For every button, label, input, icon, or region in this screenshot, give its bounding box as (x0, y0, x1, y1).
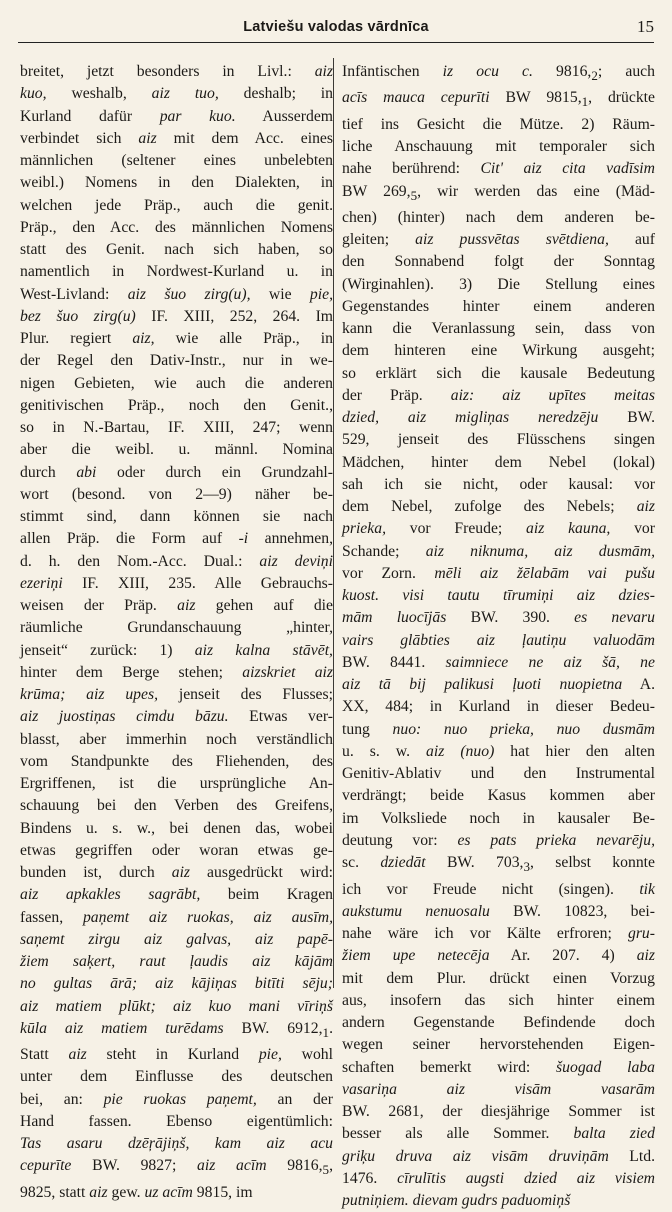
text-line: blasst, aber immerhin noch verständlich (20, 730, 333, 748)
text-line: weisen der Präp. aiz gehen auf die (20, 597, 333, 614)
text-line: chen) (hinter) nach dem anderen be- (342, 208, 655, 226)
text-line: Ergriffenen, ist die ursprüngliche An- (20, 775, 333, 792)
text-line: so erklärt sich die kausale Bedeutung (342, 364, 655, 382)
text-line: besser als alle Sommer. balta zied (342, 1125, 655, 1143)
text-line: cepurīte BW. 9827; aiz acīm $9816,_5$, (20, 1157, 334, 1178)
text-line: Hand fassen. Ebenso eigentümlich: (20, 1112, 333, 1130)
text-line: schauung bei den Verben des Greifens, (20, 797, 333, 815)
text-line: West-Livland: aiz šuo zirg(u), wie pie, (20, 285, 333, 303)
text-line: der Regel den Dativ-Instr., nur in we- (20, 352, 333, 370)
text-line: vor Zorn. mēli aiz žēlabām vai pušu (342, 564, 656, 582)
text-line: dem hinteren eine Wirkung ausgeht; (342, 342, 655, 360)
page-number: 15 (637, 17, 654, 36)
text-line: bei, an: pie ruokas paņemt, an der (20, 1090, 333, 1108)
text-line: aus, insofern das sich hinter einem (342, 991, 655, 1009)
text-line: verdrängt; beide Kasus kommen aber (342, 787, 655, 805)
text-line: so in N.-Bartau, IF. XIII, 247; wenn (20, 419, 333, 436)
text-line: gleiten; aiz pussvētas svētdiena, auf (342, 231, 655, 249)
text-line: jenseit“ zurück: 1) aiz kalna stāvēt, (20, 641, 333, 659)
text-line: sc. dziedāt BW. $703,_3$, selbst konnte (342, 854, 655, 875)
text-line: durch abi oder durch ein Grundzahl- (20, 463, 333, 481)
text-line: BW. 2681, der diesjährige Sommer ist (342, 1103, 655, 1121)
text-line: stimmt sind, dann können sie nach (20, 508, 333, 525)
text-line: BW $269,_5$, wir werden das eine (Mäd- (342, 182, 655, 203)
column-divider (333, 58, 334, 988)
text-line: Mädchen, hinter dem Nebel (lokal) (342, 453, 655, 471)
text-line: aiz juostiņas cimdu bāzu. Etwas ver- (20, 708, 333, 726)
text-line: Gegenstandes hinter einem anderen (342, 297, 655, 315)
text-line: Schande; aiz niknuma, aiz dusmām, (342, 542, 655, 560)
text-line: bez šuo zirg(u) IF. XIII, 252, 264. Im (20, 307, 334, 325)
text-line: kūla aiz matiem turēdams BW. $6912,_1$. (20, 1019, 333, 1040)
text-line: BW. 8441. saimniece ne aiz šā, ne (342, 653, 655, 671)
text-line: statt des Genit. nach sich haben, so (20, 241, 333, 258)
text-line: vairs glābties aiz ļautiņu valuodām (342, 631, 655, 649)
text-line: tung nuo: nuo prieka, nuo dusmām (342, 720, 655, 738)
text-line: vom Standpunkte des Fliehenden, des (20, 752, 333, 770)
text-line: d. h. den Nom.-Acc. Dual.: aiz deviņi (20, 552, 333, 570)
text-line: prieka, vor Freude; aiz kauna, vor (342, 520, 655, 538)
text-line: nigen Gebieten, wie auch die anderen (20, 374, 333, 392)
text-line: Präp., den Acc. des männlichen Nomens (20, 218, 333, 236)
text-line: griķu druva aiz visām druviņām Ltd. (342, 1147, 655, 1165)
text-line: im Volksliede noch in kausaler Be- (342, 809, 655, 827)
text-line: žiem saķert, raut ļaudis aiz kājām (20, 953, 333, 970)
text-line: deutung vor: es pats prieka nevarēju, (342, 831, 656, 849)
text-line: nahe wäre ich vor Kälte erfroren; gru- (342, 925, 655, 943)
text-line: etwas gegriffen oder woran etwas ge- (20, 841, 333, 859)
text-line: (Wirginahlen). 3) Die Stellung eines (342, 275, 655, 293)
text-line: acīs mauca cepurīti BW $9815,_1$, drückte (342, 89, 655, 110)
text-line: krūma; aiz upes, jenseit des Flusses; (20, 686, 333, 703)
text-line: dzied, aiz migliņas neredzēju BW. (342, 409, 655, 427)
text-line: räumliche Grundanschauung „hinter, (20, 619, 333, 637)
text-line: Infäntischen iz ocu c. $9816,_2$; auch (342, 63, 655, 84)
text-line: no gultas ārā; aiz kājiņas bitīti sēju; (20, 975, 333, 993)
text-line: wegen seiner hervorstehenden Eigen- (342, 1036, 655, 1054)
text-line: wort (besond. von 2—9) näher be- (20, 485, 333, 503)
text-line: 9825, statt aiz gew. uz acīm 9815, im (20, 1183, 253, 1201)
text-line: verbindet sich aiz mit dem Acc. eines (20, 129, 333, 147)
text-line: aukstumu nenuosalu BW. 10823, bei- (342, 902, 656, 920)
text-line: vasariņa aiz visām vasarām (342, 1080, 655, 1098)
text-line: kann die Veranlassung sein, dass von (342, 320, 655, 338)
text-line: Plur. regiert aiz, wie alle Präp., in (20, 330, 333, 347)
text-line: schaften bemerkt wird: šuogad laba (342, 1058, 655, 1076)
text-line: kuo, weshalb, aiz tuo, deshalb; in (20, 85, 334, 103)
text-line: 1476. cīrulītis augsti dzied aiz visiem (342, 1169, 655, 1187)
running-header (18, 16, 654, 43)
text-line: allen Präp. die Form auf -i annehmen, (20, 530, 334, 548)
text-line: ezeriņi IF. XIII, 235. Alle Gebrauchs- (20, 574, 333, 592)
text-line: männlichen (seltener eines unbelebten (20, 152, 333, 169)
text-line: kuost. visi tautu tīrumiņi aiz dzies- (342, 587, 655, 605)
text-column-right (342, 61, 655, 1212)
text-line: welchen jede Präp., auch die genit. (20, 196, 333, 214)
text-line: namentlich in Nordwest-Kurland u. in (20, 263, 333, 281)
page-header-title: Latviešu valodas vārdnīca (243, 19, 429, 35)
text-line: tief ins Gesicht die Mütze. 2) Räum- (342, 115, 655, 133)
text-line: mām luocījās BW. 390. es nevaru (342, 609, 655, 627)
text-line: Kurland dafür par kuo. Ausserdem (20, 107, 333, 125)
text-line: mit dem Plur. drückt einen Vorzug (342, 969, 655, 987)
text-line: den Sonnabend folgt der Sonntag (342, 253, 655, 271)
text-line: unter dem Einflusse des deutschen (20, 1068, 333, 1086)
text-line: XX, 484; in Kurland in dieser Bedeu- (342, 698, 655, 716)
text-line: žiem upe netecēja Ar. 207. 4) aiz (342, 947, 656, 965)
text-line: u. s. w. aiz (nuo) hat hier den alten (342, 742, 655, 760)
text-line: dem Nebel, zufolge des Nebels; aiz (342, 498, 655, 516)
text-line: der Präp. aiz: aiz upītes meitas (342, 386, 655, 404)
text-line: aiz tā bij palikusi ļuoti nuopietna A. (342, 676, 655, 694)
text-line: sah ich sie nicht, oder kausal: vor (342, 475, 655, 493)
text-line: hinter dem Berge stehen; aizskriet aiz (20, 663, 333, 681)
text-line: saņemt zirgu aiz galvas, aiz papē- (20, 930, 333, 948)
text-line: Tas asaru dzēŗājiņš, kam aiz acu (20, 1135, 333, 1153)
text-line: aiz matiem plūkt; aiz kuo mani vīriņš (20, 997, 333, 1015)
text-line: Statt aiz steht in Kurland pie, wohl (20, 1046, 333, 1064)
text-line: Bindens u. s. w., bei denen das, wobei (20, 819, 333, 837)
text-line: weibl.) Nomens in den Dialekten, in (20, 174, 333, 192)
text-line: nahe berührend: Cit' aiz cita vadīsim (342, 160, 655, 178)
text-line: fassen, paņemt aiz ruokas, aiz ausīm, (20, 908, 333, 926)
text-line: aiz apkakles sagrābt, beim Kragen (20, 886, 333, 904)
text-line: breitet, jetzt besonders in Livl.: aiz (20, 63, 333, 80)
text-line: 529, jenseit des Flüsschens singen (342, 431, 655, 449)
text-line: bunden ist, durch aiz ausgedrückt wird: (20, 864, 333, 881)
text-line: aber die weibl. u. männl. Nomina (20, 441, 333, 459)
text-line: andern Gegenstande Befindende doch (342, 1014, 655, 1032)
text-line: liche Anschauung mit temporaler sich (342, 138, 655, 156)
text-line: genitivischen Präp., noch den Genit., (20, 396, 333, 414)
text-column-left (20, 61, 333, 1204)
text-line: ich vor Freude nicht (singen). tik (342, 880, 655, 898)
text-line: Genitiv-Ablativ und den Instrumental (342, 765, 655, 783)
text-line: putniņiem. dievam gudrs paduomiņš (342, 1192, 571, 1210)
